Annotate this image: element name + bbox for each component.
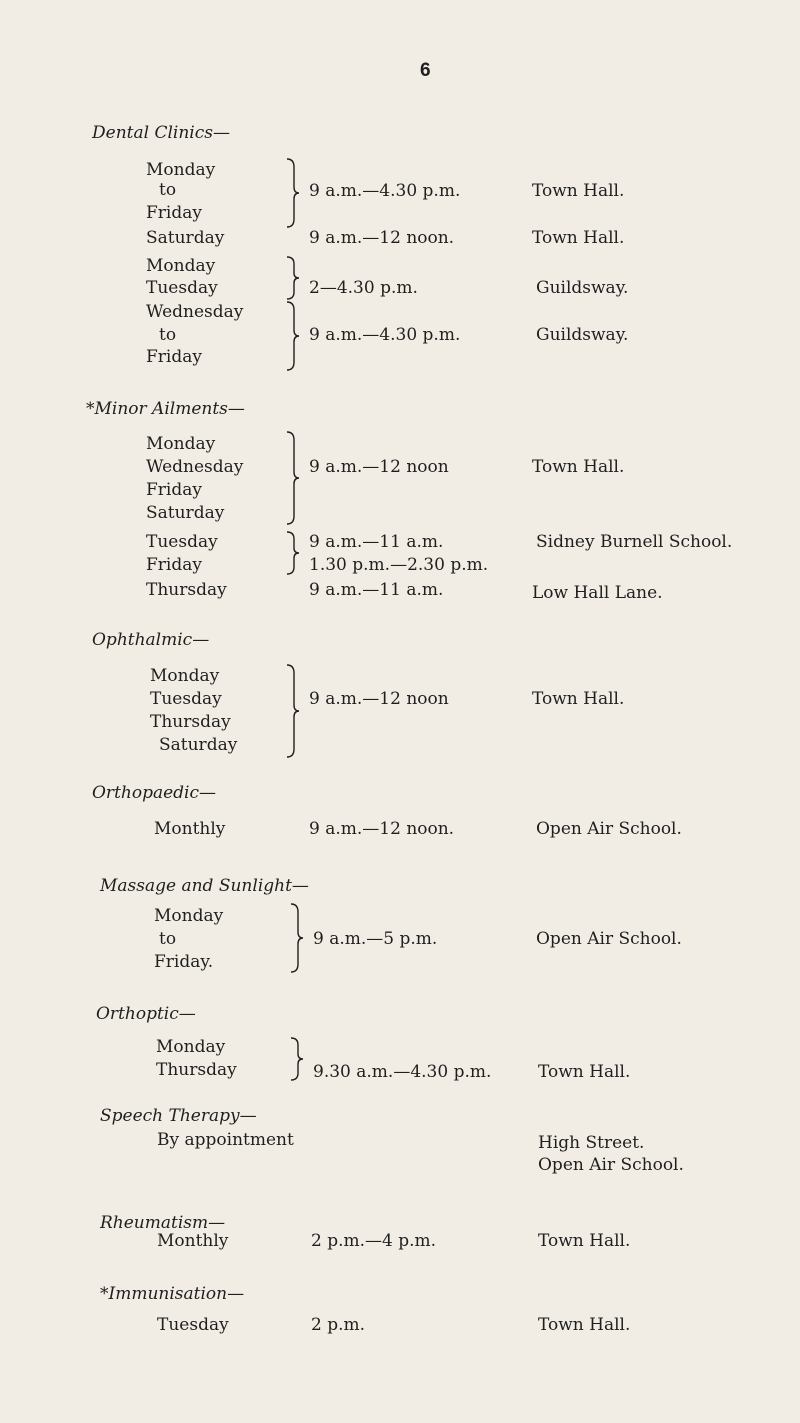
day-label: Monday: [156, 1037, 226, 1057]
section-heading-rheumatism: Rheumatism—: [100, 1213, 226, 1233]
day-label: Monthly: [157, 1231, 229, 1251]
day-label: Monday: [146, 434, 216, 454]
day-label: Saturday: [146, 228, 225, 248]
brace: [284, 157, 304, 229]
day-label: Monthly: [154, 819, 226, 839]
day-label: Thursday: [150, 712, 231, 732]
day-label: Monday: [154, 906, 224, 926]
place-cell: Town Hall.: [538, 1315, 631, 1335]
place-cell: Town Hall.: [532, 689, 625, 709]
day-label: to: [159, 180, 177, 200]
section-heading-minor-ailments: *Minor Ailments—: [86, 399, 245, 419]
day-label: Tuesday: [146, 532, 218, 552]
time-cell: 9 a.m.—11 a.m.: [309, 532, 444, 552]
brace: [288, 902, 308, 974]
place-cell: Town Hall.: [538, 1231, 631, 1251]
time-cell: 2—4.30 p.m.: [309, 278, 418, 298]
time-cell: 9 a.m.—12 noon.: [309, 228, 455, 248]
time-cell: 9.30 a.m.—4.30 p.m.: [313, 1062, 492, 1082]
time-cell: 9 a.m.—4.30 p.m.: [309, 181, 461, 201]
section-heading-immunisation: *Immunisation—: [100, 1284, 245, 1304]
day-label: Friday: [146, 347, 202, 367]
brace: [284, 530, 304, 576]
time-cell: 9 a.m.—12 noon.: [309, 819, 455, 839]
time-cell: 9 a.m.—4.30 p.m.: [309, 325, 461, 345]
day-label: to: [159, 929, 177, 949]
place-cell: Town Hall.: [532, 181, 625, 201]
place-cell: Open Air School.: [536, 819, 682, 839]
place-cell: Town Hall.: [538, 1062, 631, 1082]
day-label: Friday.: [154, 952, 214, 972]
day-label: Monday: [150, 666, 220, 686]
section-heading-ophthalmic: Ophthalmic—: [92, 630, 210, 650]
day-label: Tuesday: [146, 278, 218, 298]
brace: [288, 1036, 308, 1082]
day-label: Thursday: [156, 1060, 237, 1080]
day-label: Friday: [146, 555, 202, 575]
day-label: Monday: [146, 256, 216, 276]
time-cell: 9 a.m.—12 noon: [309, 457, 449, 477]
time-cell: 2 p.m.: [311, 1315, 366, 1335]
place-cell: Open Air School.: [538, 1155, 684, 1175]
time-cell: 9 a.m.—5 p.m.: [313, 929, 438, 949]
section-heading-orthoptic: Orthoptic—: [96, 1004, 196, 1024]
place-cell: Low Hall Lane.: [532, 583, 663, 603]
place-cell: Guildsway.: [536, 325, 629, 345]
place-cell: Town Hall.: [532, 457, 625, 477]
section-heading-dental: Dental Clinics—: [92, 123, 230, 143]
day-label: Friday: [146, 480, 202, 500]
place-cell: Guildsway.: [536, 278, 629, 298]
place-cell: High Street.: [538, 1133, 645, 1153]
day-label: to: [159, 325, 177, 345]
day-label: Monday: [146, 160, 216, 180]
day-label: Tuesday: [157, 1315, 229, 1335]
day-label: Wednesday: [146, 302, 244, 322]
day-label: Saturday: [146, 503, 225, 523]
time-cell: 9 a.m.—12 noon: [309, 689, 449, 709]
day-label: Thursday: [146, 580, 227, 600]
day-label: Friday: [146, 203, 202, 223]
day-label: Saturday: [159, 735, 238, 755]
brace: [284, 255, 304, 301]
time-cell: 2 p.m.—4 p.m.: [311, 1231, 437, 1251]
section-heading-massage-sunlight: Massage and Sunlight—: [100, 876, 309, 896]
section-heading-orthopaedic: Orthopaedic—: [92, 783, 216, 803]
place-cell: Sidney Burnell School.: [536, 532, 733, 552]
day-label: By appointment: [157, 1130, 294, 1150]
day-label: Wednesday: [146, 457, 244, 477]
place-cell: Town Hall.: [532, 228, 625, 248]
brace: [284, 663, 304, 759]
day-label: Tuesday: [150, 689, 222, 709]
time-cell: 1.30 p.m.—2.30 p.m.: [309, 555, 489, 575]
time-cell: 9 a.m.—11 a.m.: [309, 580, 444, 600]
place-cell: Open Air School.: [536, 929, 682, 949]
brace: [284, 430, 304, 526]
section-heading-speech-therapy: Speech Therapy—: [100, 1106, 257, 1126]
brace: [284, 300, 304, 372]
page-number: 6: [420, 60, 431, 81]
